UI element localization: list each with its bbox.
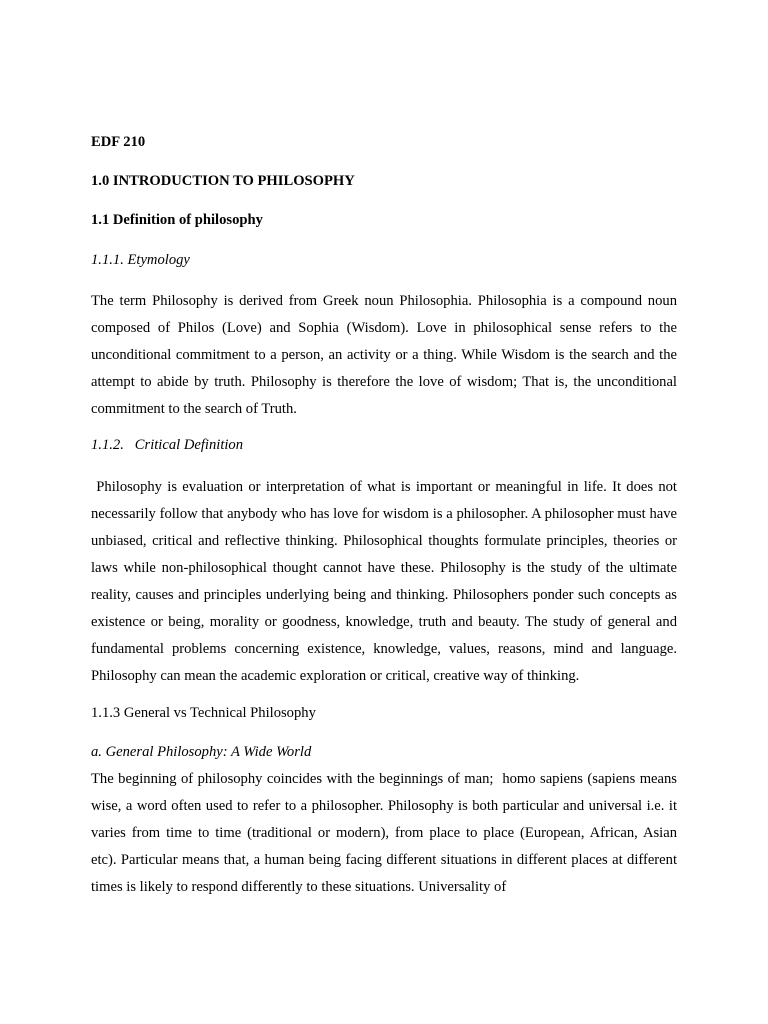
critical-definition-paragraph: Philosophy is evaluation or interpretation of what is important or meaningful in life. It does not necessarily follow that anybody who has love for wisdom is a philosopher. A philosopher must have unbiased, critical and reflective thinking. Philosophical thoughts formulate principles, theories or laws while non-philosophical thought cannot have these. Philosophy is the study of the ultimate reality, causes and principles underlying being and thinking. Philosophers ponder such concepts as existence or being, morality or goodness, knowledge, truth and beauty. The study of general and fundamental problems concerning existence, knowledge, values, reasons, mind and language. Philosophy can mean the academic exploration or critical, creative way of thinking. [91, 479, 681, 684]
etymology-heading: 1.1.1. Etymology [91, 252, 190, 268]
etymology-paragraph: The term Philosophy is derived from Greek noun Philosophia. Philosophia is a compound noun composed of Philos (Love) and Sophia (Wisdom). Love in philosophical sense refers to the unconditional commitment to a person, an activity or a thing. While Wisdom is the search and the attempt to abide by truth. Philosophy is therefore the love of wisdom; That is, the unconditional commitment to the search of Truth. [91, 293, 677, 417]
chapter-title: 1.0 INTRODUCTION TO PHILOSOPHY [91, 173, 355, 189]
section-title: 1.1 Definition of philosophy [91, 212, 263, 228]
critical-definition-heading: 1.1.2. Critical Definition [91, 437, 244, 453]
general-philosophy-heading: a. General Philosophy: A Wide World [91, 744, 312, 760]
general-vs-technical-heading: 1.1.3 General vs Technical Philosophy [91, 705, 316, 721]
course-code: EDF 210 [91, 134, 146, 150]
document-body [91, 132, 685, 901]
general-philosophy-paragraph: The beginning of philosophy coincides with the beginnings of man; homo sapiens (sapiens means wise, a word often used to refer to a philosopher. Philosophy is both particular and universal i.e. it varies from time to time (traditional or modern), from place to place (European, African, Asian etc). Particular means that, a human being facing different situations in different places at different times is likely to respond differently to these situations. Universality of [91, 771, 685, 895]
